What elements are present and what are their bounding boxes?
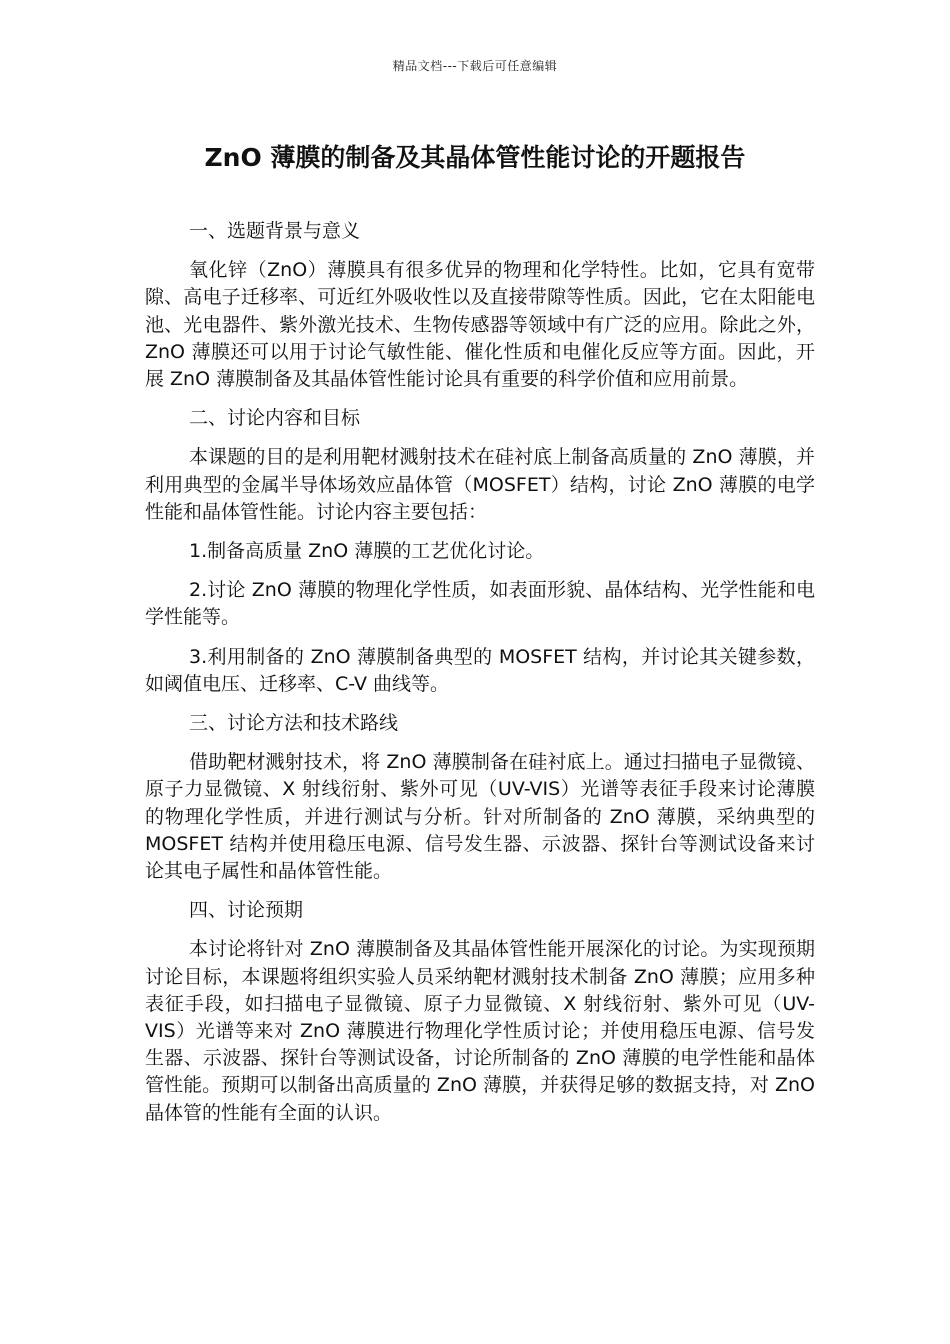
paragraph-expectations: 本讨论将针对 ZnO 薄膜制备及其晶体管性能开展深化的讨论。为实现预期讨论目标，本课题将组织实验人员采纳靶材溅射技术制备 ZnO 薄膜；应用多种表征手段，如扫描电子显微镜、原子力显微镜、X 射线衍射、紫外可见（UV-VIS）光谱等来对 ZnO 薄膜进行物理化学性质讨论；并使用稳压电源、信号发生器、示波器、探针台等测试设备，讨论所制备的 ZnO 薄膜的电学性能和晶体管性能。预期可以制备出高质量的 ZnO 薄膜，并获得足够的数据支持，对 ZnO 晶体管的性能有全面的认识。 [145, 938, 815, 1124]
section-heading-methods: 三、讨论方法和技术路线 [189, 712, 399, 735]
paragraph-methods: 借助靶材溅射技术，将 ZnO 薄膜制备在硅衬底上。通过扫描电子显微镜、原子力显微镜、X 射线衍射、紫外可见（UV-VIS）光谱等表征手段来讨论薄膜的物理化学性质，并进行测试与分析。针对所制备的 ZnO 薄膜，采纳典型的 MOSFET 结构并使用稳压电源、信号发生器、示波器、探针台等测试设备来讨论其电子属性和晶体管性能。 [145, 751, 815, 883]
section-heading-content-goals: 二、讨论内容和目标 [189, 407, 361, 430]
page-header: 精品文档---下载后可任意编辑 [392, 59, 558, 73]
section-heading-expectations: 四、讨论预期 [189, 899, 304, 922]
document-body [145, 218, 815, 1139]
document-title: ZnO 薄膜的制备及其晶体管性能讨论的开题报告 [204, 143, 746, 172]
list-item-1: 1.制备高质量 ZnO 薄膜的工艺优化讨论。 [189, 540, 545, 563]
section-heading-background: 一、选题背景与意义 [189, 220, 361, 242]
paragraph-background: 氧化锌（ZnO）薄膜具有很多优异的物理和化学特性。比如，它具有宽带隙、高电子迁移率、可近红外吸收性以及直接带隙等性质。因此，它在太阳能电池、光电器件、紫外激光技术、生物传感器等领域中有广泛的应用。除此之外，ZnO 薄膜还可以用于讨论气敏性能、催化性质和电催化反应等方面。因此，开展 ZnO 薄膜制备及其晶体管性能讨论具有重要的科学价值和应用前景。 [145, 259, 815, 391]
list-item-3: 3.利用制备的 ZnO 薄膜制备典型的 MOSFET 结构，并讨论其关键参数，如阈值电压、迁移率、C-V 曲线等。 [145, 645, 815, 695]
paragraph-content-goals: 本课题的目的是利用靶材溅射技术在硅衬底上制备高质量的 ZnO 薄膜，并利用典型的金属半导体场效应晶体管（MOSFET）结构，讨论 ZnO 薄膜的电学性能和晶体管性能。讨论内容主要包括： [145, 446, 815, 523]
list-item-2: 2.讨论 ZnO 薄膜的物理化学性质，如表面形貌、晶体结构、光学性能和电学性能等。 [145, 579, 815, 629]
